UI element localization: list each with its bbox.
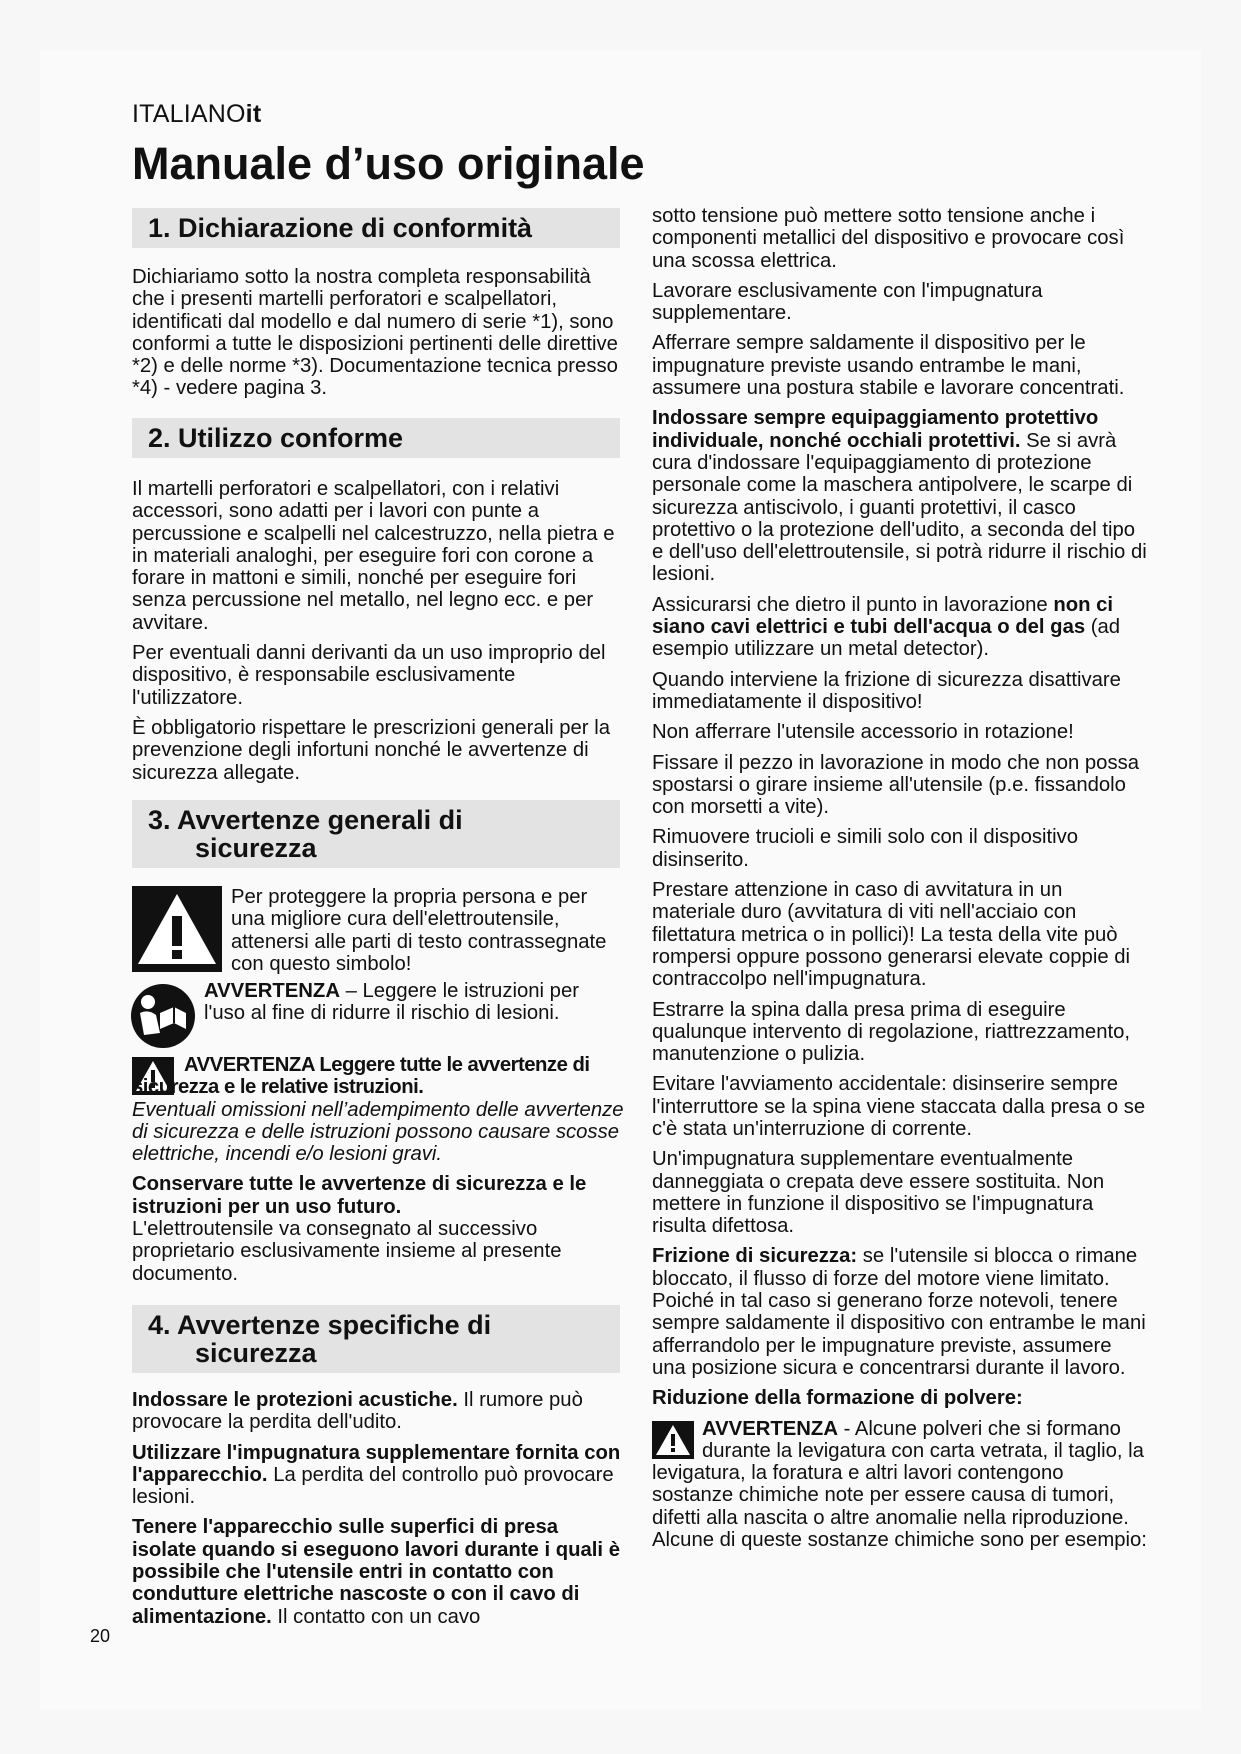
section-4-heading: 4. Avvertenze specifiche di sicurezza — [132, 1305, 620, 1373]
right-column: sotto tensione può mettere sotto tensione anche i componenti metallici del dispositivo e provocare così una scossa elettrica. Lavorare esclusivamente con l'impugnatura supplementare. Afferrare sempre saldamente il dispositivo per le impugnature previste usando entrambe le mani, assumere una postura stabile e lavorare concentrati. Indossare sempre equipaggiamento protettivo individuale, nonché occhiali protettivi. Se si avrà cura d'indossare l'equipaggiamento di protezione personale come la maschera antipolvere, le scarpe di sicurezza antiscivolo, i guanti protettivi, il casco protettivo o la protezione dell'udito, a seconda del tipo e dell'uso dell'elettroutensile, si potrà ridurre il rischio di lesioni. Assicurarsi che dietro il punto in lavorazione non ci siano cavi elettrici e tubi dell'acqua o del gas (ad esempio utilizzare un metal detector). Quando interviene la frizione di sicurezza disattivare immediatamente il dispositivo! Non afferrare l'utensile accessorio in rotazione! Fissare il pezzo in lavorazione in modo che non possa spostarsi o girare insieme all'utensile (p.e. fissandolo con morsetti a vite). Rimuovere trucioli e simili solo con il dispositivo disinserito. Prestare attenzione in caso di avvitatura in un materiale duro (avvitatura di viti nell'acciaio con filettatura metrica o in pollici)! La testa della vite può rompersi oppure possono generarsi elevate coppie di contraccolpo nell'impugnatura. Estrarre la spina dalla presa prima di eseguire qualunque intervento di regolazione, riattrezzamento, manutenzione o pulizia. Evitare l'avviamento accidentale: disinserire sempre l'interruttore se la spina viene staccata dalla presa o se c'è stata un'interruzione di corrente. Un'impugnatura supplementare eventualmente danneggiata o crepata deve essere sostituita. Non mettere in funzione il dispositivo se l'impugnatura risulta difettosa. Frizione di sicurezza: se l'utensile si blocca o rimane bloccato, il flusso di forze del motore viene limitato. Poiché in tal caso si generano forze notevoli, tenere sempre saldamente il dispositivo con entrambe le mani afferrandolo per le impugnature previste, assumere una posizione sicura e concentrarsi durante il lavoro. Riduzione della formazione di polvere: AVVERTENZA - Alcune polveri che si formano durante la levigatura con carta vetrata, il taglio, la levigatura, la foratura e altri lavori contengono sostanze chimiche note per essere causa di tumori, difetti alla nascita o altre anomalie nella riproduzione. Alcune di queste sostanze chimiche sono per esempio: — [652, 205, 1150, 1559]
insulated-grip-paragraph: Tenere l'apparecchio sulle superfici di presa isolate quando si eseguono lavori durante i quali è possibile che l'utensile entri in contatto con condutture elettriche nascoste o con il cavo di alimentazione. Il contatto con un cavo — [132, 1516, 620, 1628]
hearing-protection-paragraph: Indossare le protezioni acustiche. Il rumore può provocare la perdita dell'udito. — [132, 1389, 583, 1434]
misuse-paragraph: Per eventuali danni derivanti da un uso improprio del dispositivo, è responsabile esclusivamente l'utilizzatore. — [132, 642, 606, 709]
read-instructions-note: AVVERTENZA – Leggere le istruzioni per l'uso al fine di ridurre il rischio di lesioni. — [204, 980, 579, 1025]
page-title: Manuale d’uso originale — [132, 138, 645, 189]
read-manual-icon — [130, 983, 196, 1049]
section-2-heading: 2. Utilizzo conforme — [132, 418, 620, 458]
dust-warning: AVVERTENZA - Alcune polveri che si formano durante la levigatura con carta vetrata, il taglio, la levigatura, la foratura e altri lavori contengono sostanze chimiche note per essere causa di tumori, difetti alla nascita o altre anomalie nella riproduzione. Alcune di queste sostanze chimiche sono per esempio: — [652, 1417, 1147, 1552]
section-3-heading: 3. Avvertenze generali di sicurezza — [132, 800, 620, 868]
warning-dust-icon — [652, 1421, 694, 1459]
page-number: 20 — [90, 1626, 111, 1646]
language-header: ITALIANOit — [132, 100, 262, 128]
conformity-text: Dichiariamo sotto la nostra completa responsabilità che i presenti martelli perforatori e scalpellatori, identificati dal modello e dal numero di serie *1), sono conformi a tutte le disposizioni pertinenti delle direttive *2) e delle norme *3). Documentazione tecnica presso *4) - vedere pagina 3. — [132, 266, 618, 400]
general-warning-block: AVVERTENZA Leggere tutte le avvertenze di sicurezza e le relative istruzioni. Eventuali omissioni nell’adempimento delle avvertenze di sicurezza e delle istruzioni possono causare scosse elettriche, incendi e/o lesioni gravi. Conservare tutte le avvertenze di sicurezza e le istruzioni per un uso futuro. L'elettroutensile va consegnato al successivo proprietario esclusivamente insieme al presente documento. — [132, 1054, 624, 1285]
section-1-heading: 1. Dichiarazione di conformità — [132, 208, 620, 248]
warning-triangle-icon — [132, 886, 222, 972]
regulations-paragraph: È obbligatorio rispettare le prescrizioni generali per la prevenzione degli infortuni nonché le avvertenze di sicurezza allegate. — [132, 716, 610, 784]
symbol-note: Per proteggere la propria persona e per una migliore cura dell'elettroutensile, attenersi alle parti di testo contrassegnate con questo simbolo! — [231, 886, 607, 975]
section-2-body — [132, 478, 624, 792]
section-4-body — [132, 1389, 624, 1636]
auxiliary-handle-paragraph: Utilizzare l'impugnatura supplementare fornita con l'apparecchio. La perdita del controllo può provocare lesioni. — [132, 1441, 621, 1509]
section-1-body — [132, 266, 624, 408]
intended-use-paragraph: Il martelli perforatori e scalpellatori, con i relativi accessori, sono adatti per i lavori con punte a percussione e scalpelli nel calcestruzzo, nella pietra e in materiali analoghi, per eseguire fori con corone a forare in mattoni e simili, nonché per eseguire fori senza percussione nel metallo, nel legno ecc. e per avvitare. — [132, 478, 615, 634]
